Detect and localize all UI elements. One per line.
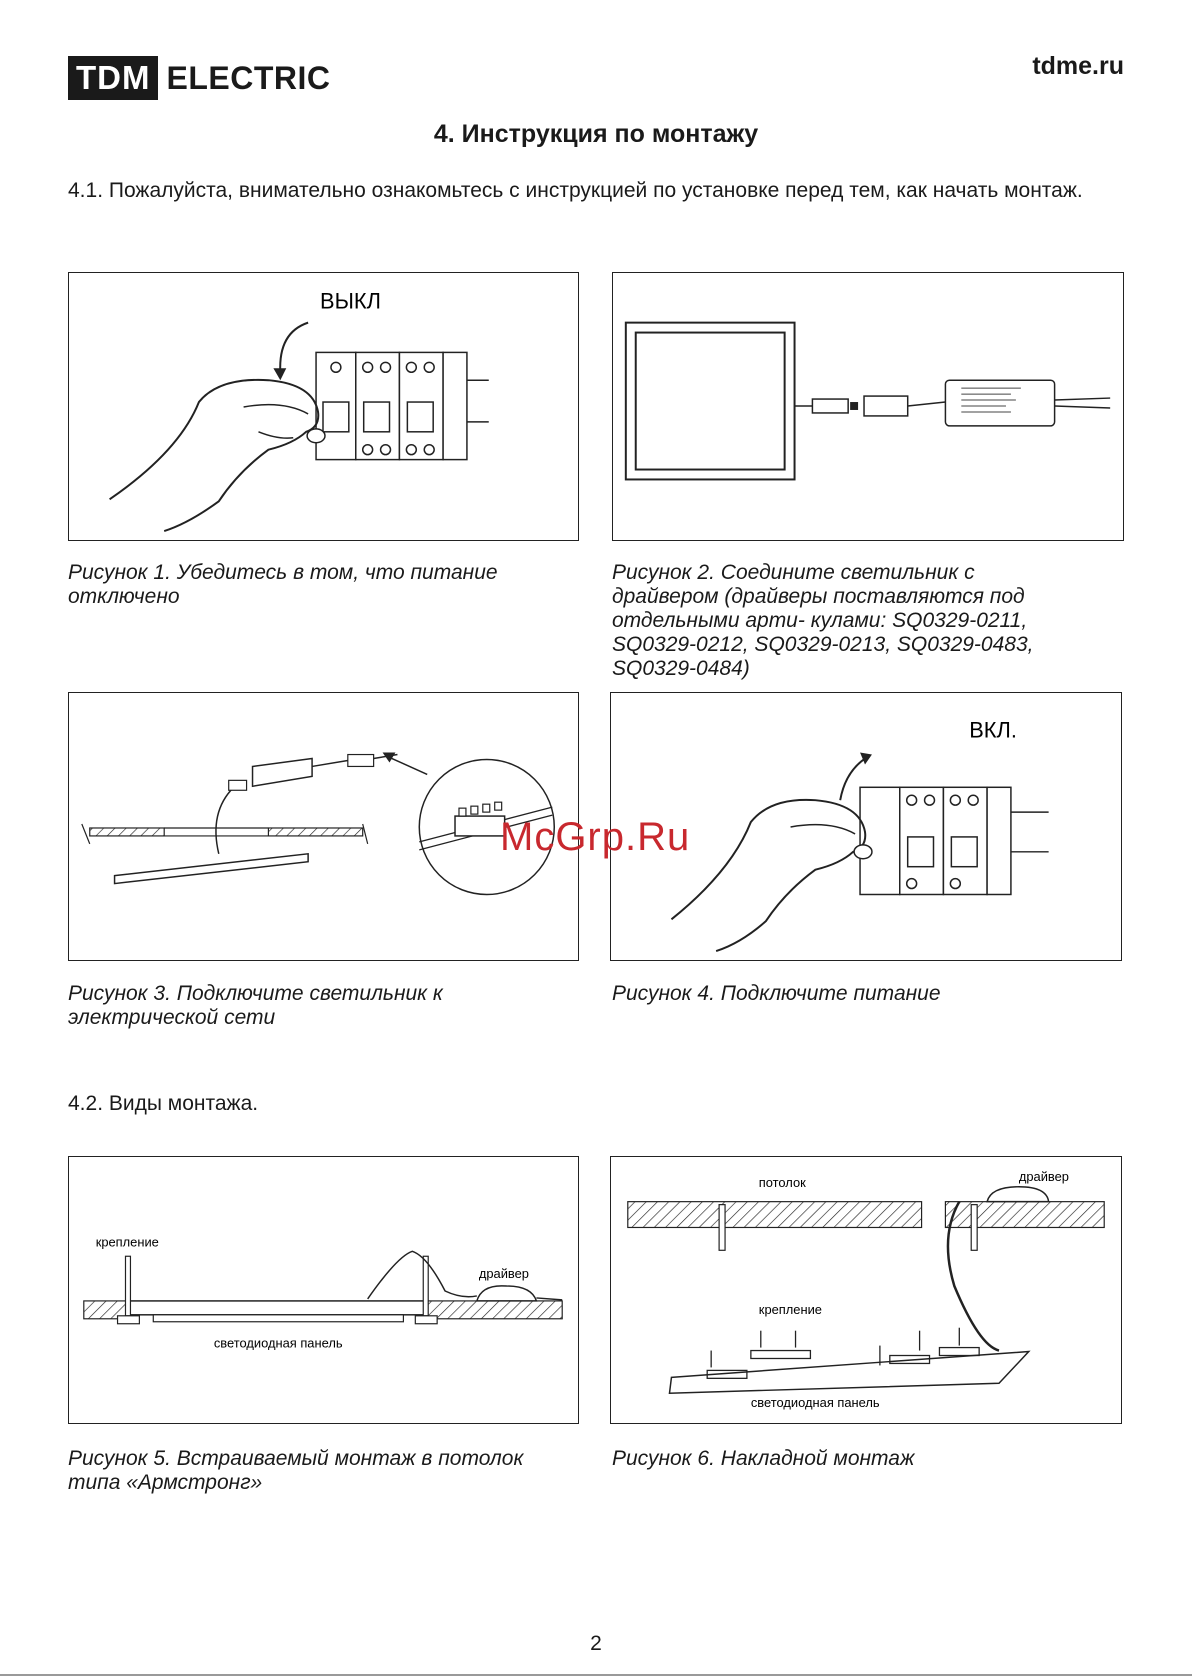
figure-2-connect-driver: [612, 272, 1124, 541]
intro-paragraph: 4.1. Пожалуйста, внимательно ознакомьтесь с инструкцией по установке перед тем, как начать монтаж.: [68, 179, 1083, 202]
page-title: 4. Инструкция по монтажу: [433, 120, 759, 148]
on-label: ВКЛ.: [969, 717, 1017, 743]
watermark: McGrp.Ru: [500, 815, 691, 859]
driver-label-6: драйвер: [1018, 1168, 1069, 1184]
figure-6-surface-mount: [610, 1156, 1122, 1424]
bottom-rule: [0, 1674, 1192, 1676]
section-4-2-heading: 4.2. Виды монтажа.: [68, 1092, 259, 1115]
figure-5-recessed-mount: [68, 1156, 579, 1424]
mount-label: крепление: [95, 1234, 159, 1250]
figure-3-caption: Рисунок 3. Подключите светильник к электрической сети: [68, 982, 443, 1029]
figure-5-caption: Рисунок 5. Встраиваемый монтаж в потолок типа «Армстронг»: [68, 1447, 524, 1494]
figure-1-caption: Рисунок 1. Убедитесь в том, что питание отключено: [68, 561, 498, 608]
off-label: ВЫКЛ: [320, 288, 381, 314]
figure-1-power-off: [68, 272, 579, 541]
mount-label-6: крепление: [758, 1301, 822, 1317]
panel-label-6: светодиодная панель: [750, 1395, 880, 1411]
logo-box: TDM: [68, 56, 158, 100]
site-url[interactable]: tdme.ru: [1032, 52, 1124, 80]
ceiling-label: потолок: [758, 1174, 806, 1190]
figure-2-caption: Рисунок 2. Соедините светильник с драйвером (драйверы поставляются под отдельными арти- кулами: SQ0329-0211, SQ0329-0212, SQ0329-0213, SQ0329-0483, SQ0329-0484): [612, 561, 1034, 680]
panel-driver-illustration: [613, 273, 1123, 540]
panel-label-5: светодиодная панель: [213, 1335, 343, 1351]
page-number: 2: [590, 1632, 602, 1655]
brand-logo: [68, 56, 330, 100]
recessed-mount-illustration: [69, 1157, 578, 1423]
logo-text: ELECTRIC: [166, 59, 331, 96]
figure-4-caption: Рисунок 4. Подключите питание: [612, 982, 941, 1005]
breaker-off-illustration: [69, 273, 578, 540]
figure-6-caption: Рисунок 6. Накладной монтаж: [612, 1447, 915, 1470]
surface-mount-illustration: [611, 1157, 1121, 1423]
driver-label-5: драйвер: [478, 1266, 529, 1282]
